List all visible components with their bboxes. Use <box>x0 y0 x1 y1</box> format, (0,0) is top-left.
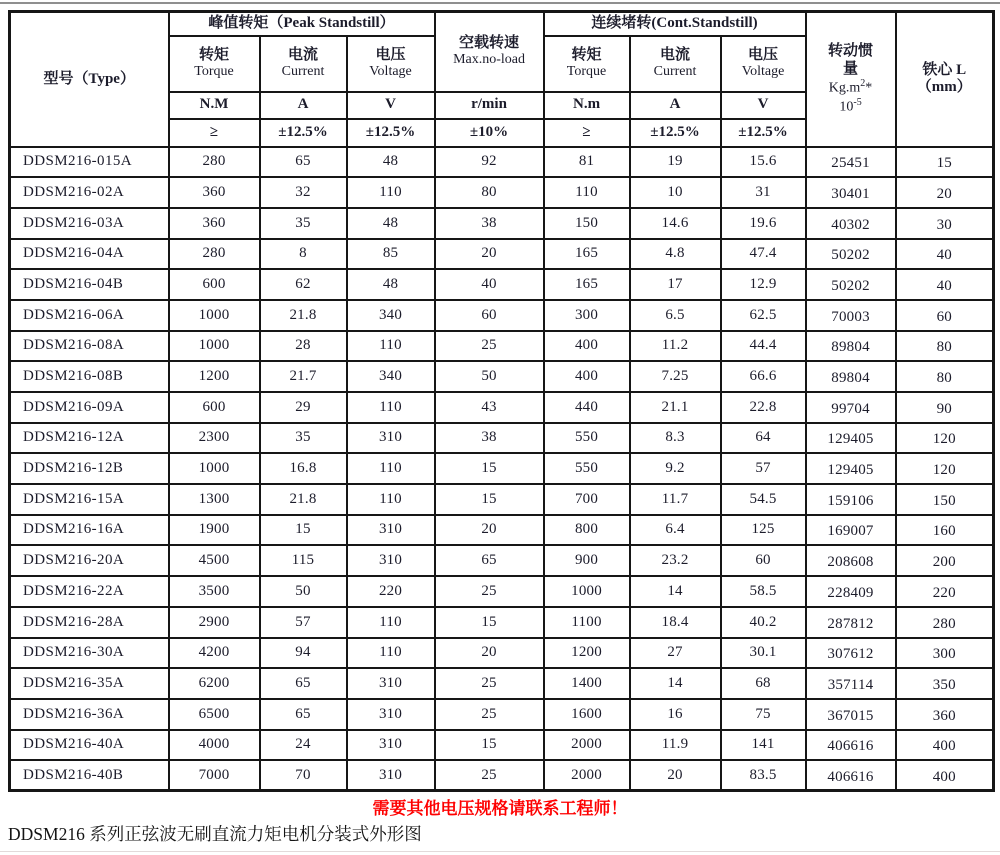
value-cell: 54.5 <box>721 484 806 515</box>
model-cell: DDSM216-30A <box>10 638 169 669</box>
value-cell: 25 <box>435 331 544 362</box>
value-cell: 40 <box>435 269 544 300</box>
value-cell: 141 <box>721 730 806 761</box>
value-cell: 70 <box>260 760 347 791</box>
value-cell: 6.5 <box>630 300 721 331</box>
value-cell: 300 <box>544 300 630 331</box>
value-cell: 15 <box>260 515 347 546</box>
value-cell: 360 <box>896 699 994 730</box>
model-cell: DDSM216-015A <box>10 147 169 178</box>
value-cell: 129405 <box>806 423 896 454</box>
value-cell: 800 <box>544 515 630 546</box>
value-cell: 4500 <box>169 545 260 576</box>
value-cell: 4000 <box>169 730 260 761</box>
value-cell: 31 <box>721 177 806 208</box>
model-cell: DDSM216-09A <box>10 392 169 423</box>
table-row <box>10 177 994 208</box>
header-group-peak: 峰值转矩（Peak Standstill） <box>169 12 435 36</box>
value-cell: 18.4 <box>630 607 721 638</box>
spec-table-body <box>10 147 994 791</box>
value-cell: 80 <box>435 177 544 208</box>
table-row <box>10 208 994 239</box>
value-cell: 65 <box>260 699 347 730</box>
value-cell: 6200 <box>169 668 260 699</box>
table-row <box>10 269 994 300</box>
value-cell: 400 <box>896 730 994 761</box>
header-type-label: 型号（Type） <box>43 70 135 87</box>
value-cell: 62 <box>260 269 347 300</box>
table-row <box>10 147 994 178</box>
value-cell: 150 <box>544 208 630 239</box>
value-cell: 110 <box>347 392 435 423</box>
value-cell: 406616 <box>806 730 896 761</box>
table-row <box>10 607 994 638</box>
value-cell: 310 <box>347 760 435 791</box>
header-noload: 空载转速 Max.no-load <box>435 12 544 92</box>
table-row <box>10 545 994 576</box>
unit-noload: r/min <box>435 92 544 119</box>
value-cell: 307612 <box>806 638 896 669</box>
model-cell: DDSM216-40A <box>10 730 169 761</box>
value-cell: 10 <box>630 177 721 208</box>
value-cell: 65 <box>260 668 347 699</box>
value-cell: 400 <box>544 361 630 392</box>
value-cell: 110 <box>544 177 630 208</box>
value-cell: 14 <box>630 668 721 699</box>
value-cell: 15 <box>435 607 544 638</box>
value-cell: 50202 <box>806 269 896 300</box>
table-row <box>10 668 994 699</box>
value-cell: 2000 <box>544 760 630 791</box>
value-cell: 200 <box>896 545 994 576</box>
value-cell: 110 <box>347 453 435 484</box>
header-type <box>10 12 169 147</box>
value-cell: 47.4 <box>721 239 806 270</box>
value-cell: 50202 <box>806 239 896 270</box>
value-cell: 11.9 <box>630 730 721 761</box>
value-cell: 15.6 <box>721 147 806 178</box>
value-cell: 125 <box>721 515 806 546</box>
value-cell: 50 <box>260 576 347 607</box>
value-cell: 220 <box>347 576 435 607</box>
model-cell: DDSM216-08B <box>10 361 169 392</box>
table-row <box>10 760 994 791</box>
table-row <box>10 361 994 392</box>
model-cell: DDSM216-08A <box>10 331 169 362</box>
table-row <box>10 331 994 362</box>
header-cont-torque: 转矩 Torque <box>544 36 630 92</box>
value-cell: 120 <box>896 453 994 484</box>
value-cell: 110 <box>347 177 435 208</box>
top-divider <box>0 2 1000 4</box>
value-cell: 20 <box>435 515 544 546</box>
value-cell: 310 <box>347 730 435 761</box>
value-cell: 600 <box>169 392 260 423</box>
value-cell: 20 <box>435 638 544 669</box>
value-cell: 1300 <box>169 484 260 515</box>
value-cell: 1600 <box>544 699 630 730</box>
value-cell: 2300 <box>169 423 260 454</box>
tol-cont-torque: ≥ <box>544 119 630 147</box>
value-cell: 64 <box>721 423 806 454</box>
value-cell: 43 <box>435 392 544 423</box>
tol-peak-torque: ≥ <box>169 119 260 147</box>
inertia-unit: $Kg.m^2*$ <box>828 77 873 96</box>
header-peak-current: 电流 Current <box>260 36 347 92</box>
value-cell: 90 <box>896 392 994 423</box>
value-cell: 24 <box>260 730 347 761</box>
value-cell: 57 <box>721 453 806 484</box>
value-cell: 165 <box>544 269 630 300</box>
value-cell: 44.4 <box>721 331 806 362</box>
table-row <box>10 699 994 730</box>
value-cell: 310 <box>347 423 435 454</box>
value-cell: 340 <box>347 361 435 392</box>
value-cell: 287812 <box>806 607 896 638</box>
unit-cont-torque: N.m <box>544 92 630 119</box>
value-cell: 68 <box>721 668 806 699</box>
value-cell: 58.5 <box>721 576 806 607</box>
value-cell: 357114 <box>806 668 896 699</box>
value-cell: 92 <box>435 147 544 178</box>
value-cell: 165 <box>544 239 630 270</box>
value-cell: 220 <box>896 576 994 607</box>
value-cell: 40 <box>896 269 994 300</box>
value-cell: 150 <box>896 484 994 515</box>
table-row <box>10 638 994 669</box>
value-cell: 35 <box>260 423 347 454</box>
value-cell: 120 <box>896 423 994 454</box>
motor-spec-table <box>8 10 995 792</box>
value-cell: 3500 <box>169 576 260 607</box>
table-row <box>10 576 994 607</box>
value-cell: 40 <box>896 239 994 270</box>
table-row <box>10 730 994 761</box>
value-cell: 367015 <box>806 699 896 730</box>
value-cell: 228409 <box>806 576 896 607</box>
value-cell: 400 <box>896 760 994 791</box>
unit-peak-current: A <box>260 92 347 119</box>
value-cell: 48 <box>347 269 435 300</box>
value-cell: 360 <box>169 208 260 239</box>
value-cell: 1000 <box>169 331 260 362</box>
tol-noload: ±10% <box>435 119 544 147</box>
value-cell: 1200 <box>169 361 260 392</box>
header-peak-torque: 转矩 Torque <box>169 36 260 92</box>
value-cell: 110 <box>347 638 435 669</box>
model-cell: DDSM216-12A <box>10 423 169 454</box>
value-cell: 8 <box>260 239 347 270</box>
value-cell: 1400 <box>544 668 630 699</box>
model-cell: DDSM216-02A <box>10 177 169 208</box>
value-cell: 25 <box>435 668 544 699</box>
value-cell: 99704 <box>806 392 896 423</box>
value-cell: 50 <box>435 361 544 392</box>
value-cell: 340 <box>347 300 435 331</box>
model-cell: DDSM216-06A <box>10 300 169 331</box>
value-cell: 406616 <box>806 760 896 791</box>
value-cell: 21.8 <box>260 484 347 515</box>
value-cell: 30.1 <box>721 638 806 669</box>
value-cell: 19 <box>630 147 721 178</box>
value-cell: 300 <box>896 638 994 669</box>
value-cell: 65 <box>435 545 544 576</box>
value-cell: 11.2 <box>630 331 721 362</box>
value-cell: 14 <box>630 576 721 607</box>
table-row <box>10 423 994 454</box>
value-cell: 21.1 <box>630 392 721 423</box>
value-cell: 28 <box>260 331 347 362</box>
model-cell: DDSM216-36A <box>10 699 169 730</box>
value-cell: 1900 <box>169 515 260 546</box>
contact-engineer-note: 需要其他电压规格请联系工程师！ <box>372 799 628 818</box>
value-cell: 80 <box>896 331 994 362</box>
value-cell: 208608 <box>806 545 896 576</box>
table-row <box>10 484 994 515</box>
value-cell: 75 <box>721 699 806 730</box>
value-cell: 6500 <box>169 699 260 730</box>
value-cell: 310 <box>347 699 435 730</box>
figure-caption: DDSM216 系列正弦波无刷直流力矩电机分装式外形图 <box>8 824 422 844</box>
value-cell: 25451 <box>806 147 896 178</box>
value-cell: 2900 <box>169 607 260 638</box>
value-cell: 16 <box>630 699 721 730</box>
value-cell: 25 <box>435 576 544 607</box>
value-cell: 94 <box>260 638 347 669</box>
value-cell: 20 <box>896 177 994 208</box>
value-cell: 20 <box>630 760 721 791</box>
value-cell: 550 <box>544 453 630 484</box>
value-cell: 20 <box>435 239 544 270</box>
model-cell: DDSM216-35A <box>10 668 169 699</box>
value-cell: 62.5 <box>721 300 806 331</box>
value-cell: 310 <box>347 515 435 546</box>
value-cell: 29 <box>260 392 347 423</box>
header-core: 铁心 L （mm） <box>896 12 994 147</box>
value-cell: 17 <box>630 269 721 300</box>
value-cell: 70003 <box>806 300 896 331</box>
model-cell: DDSM216-04A <box>10 239 169 270</box>
value-cell: 57 <box>260 607 347 638</box>
model-cell: DDSM216-15A <box>10 484 169 515</box>
value-cell: 280 <box>896 607 994 638</box>
value-cell: 115 <box>260 545 347 576</box>
value-cell: 1200 <box>544 638 630 669</box>
value-cell: 700 <box>544 484 630 515</box>
header-peak-voltage: 电压 Voltage <box>347 36 435 92</box>
value-cell: 160 <box>896 515 994 546</box>
value-cell: 30401 <box>806 177 896 208</box>
value-cell: 38 <box>435 208 544 239</box>
header-inertia: 转动惯量 $Kg.m^2*$ $10^{-5}$ <box>806 12 896 147</box>
value-cell: 1100 <box>544 607 630 638</box>
value-cell: 83.5 <box>721 760 806 791</box>
unit-cont-voltage: V <box>721 92 806 119</box>
value-cell: 66.6 <box>721 361 806 392</box>
value-cell: 7000 <box>169 760 260 791</box>
value-cell: 7.25 <box>630 361 721 392</box>
value-cell: 30 <box>896 208 994 239</box>
value-cell: 60 <box>435 300 544 331</box>
value-cell: 360 <box>169 177 260 208</box>
value-cell: 110 <box>347 484 435 515</box>
value-cell: 1000 <box>169 453 260 484</box>
value-cell: 4200 <box>169 638 260 669</box>
value-cell: 81 <box>544 147 630 178</box>
value-cell: 8.3 <box>630 423 721 454</box>
unit-peak-torque: N.M <box>169 92 260 119</box>
value-cell: 280 <box>169 147 260 178</box>
value-cell: 350 <box>896 668 994 699</box>
value-cell: 280 <box>169 239 260 270</box>
value-cell: 25 <box>435 760 544 791</box>
value-cell: 4.8 <box>630 239 721 270</box>
value-cell: 15 <box>435 484 544 515</box>
tol-cont-voltage: ±12.5% <box>721 119 806 147</box>
value-cell: 440 <box>544 392 630 423</box>
model-cell: DDSM216-03A <box>10 208 169 239</box>
value-cell: 2000 <box>544 730 630 761</box>
value-cell: 22.8 <box>721 392 806 423</box>
unit-cont-current: A <box>630 92 721 119</box>
model-cell: DDSM216-16A <box>10 515 169 546</box>
value-cell: 16.8 <box>260 453 347 484</box>
value-cell: 310 <box>347 668 435 699</box>
table-row <box>10 300 994 331</box>
value-cell: 35 <box>260 208 347 239</box>
tol-cont-current: ±12.5% <box>630 119 721 147</box>
value-cell: 15 <box>435 453 544 484</box>
value-cell: 60 <box>896 300 994 331</box>
value-cell: 110 <box>347 331 435 362</box>
value-cell: 14.6 <box>630 208 721 239</box>
tol-peak-current: ±12.5% <box>260 119 347 147</box>
inertia-power: $10^{-5}$ <box>839 96 862 115</box>
value-cell: 32 <box>260 177 347 208</box>
value-cell: 159106 <box>806 484 896 515</box>
value-cell: 38 <box>435 423 544 454</box>
model-cell: DDSM216-28A <box>10 607 169 638</box>
header-group-cont: 连续堵转(Cont.Standstill) <box>544 12 806 36</box>
value-cell: 600 <box>169 269 260 300</box>
value-cell: 60 <box>721 545 806 576</box>
table-row <box>10 515 994 546</box>
value-cell: 11.7 <box>630 484 721 515</box>
value-cell: 25 <box>435 699 544 730</box>
tol-peak-voltage: ±12.5% <box>347 119 435 147</box>
value-cell: 89804 <box>806 361 896 392</box>
bottom-divider <box>0 851 1000 852</box>
model-cell: DDSM216-12B <box>10 453 169 484</box>
value-cell: 40302 <box>806 208 896 239</box>
value-cell: 23.2 <box>630 545 721 576</box>
value-cell: 550 <box>544 423 630 454</box>
value-cell: 110 <box>347 607 435 638</box>
unit-peak-voltage: V <box>347 92 435 119</box>
value-cell: 80 <box>896 361 994 392</box>
table-header <box>10 12 994 147</box>
value-cell: 900 <box>544 545 630 576</box>
value-cell: 27 <box>630 638 721 669</box>
value-cell: 1000 <box>544 576 630 607</box>
header-cont-current: 电流 Current <box>630 36 721 92</box>
value-cell: 48 <box>347 147 435 178</box>
value-cell: 1000 <box>169 300 260 331</box>
value-cell: 85 <box>347 239 435 270</box>
value-cell: 310 <box>347 545 435 576</box>
value-cell: 169007 <box>806 515 896 546</box>
table-row <box>10 392 994 423</box>
value-cell: 6.4 <box>630 515 721 546</box>
value-cell: 40.2 <box>721 607 806 638</box>
value-cell: 19.6 <box>721 208 806 239</box>
model-cell: DDSM216-22A <box>10 576 169 607</box>
value-cell: 21.8 <box>260 300 347 331</box>
value-cell: 129405 <box>806 453 896 484</box>
value-cell: 21.7 <box>260 361 347 392</box>
value-cell: 48 <box>347 208 435 239</box>
table-row <box>10 239 994 270</box>
value-cell: 9.2 <box>630 453 721 484</box>
value-cell: 15 <box>435 730 544 761</box>
value-cell: 400 <box>544 331 630 362</box>
model-cell: DDSM216-40B <box>10 760 169 791</box>
table-row <box>10 453 994 484</box>
value-cell: 15 <box>896 147 994 178</box>
model-cell: DDSM216-04B <box>10 269 169 300</box>
header-cont-voltage: 电压 Voltage <box>721 36 806 92</box>
value-cell: 12.9 <box>721 269 806 300</box>
value-cell: 89804 <box>806 331 896 362</box>
model-cell: DDSM216-20A <box>10 545 169 576</box>
value-cell: 65 <box>260 147 347 178</box>
